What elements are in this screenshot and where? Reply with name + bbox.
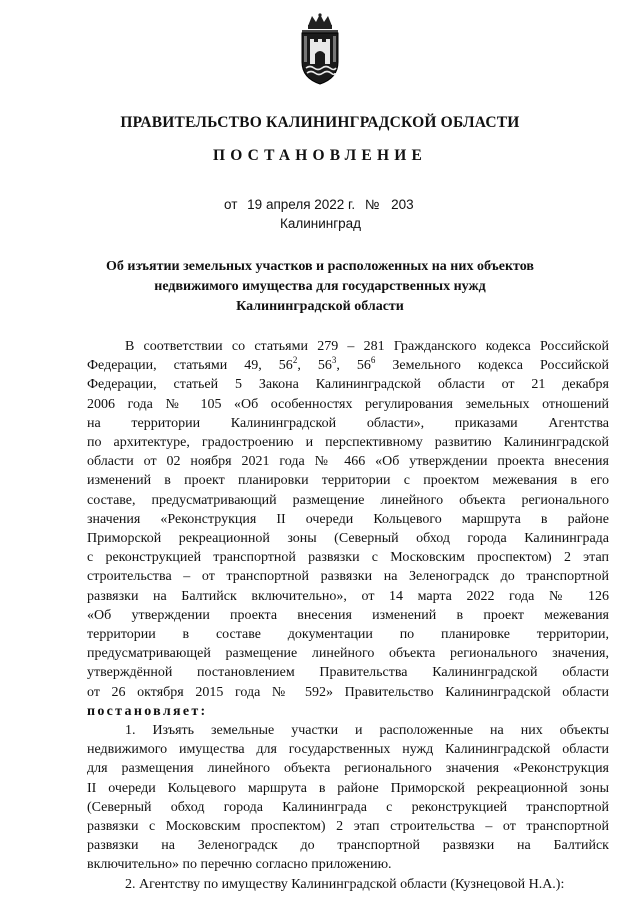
text-line: значения «Реконструкция II очереди Кольцевого маршрута в районе <box>87 511 609 527</box>
text-line: недвижимого имущества для государственных нужд Калининградской области <box>87 742 609 758</box>
superscript: 3 <box>331 354 337 365</box>
title-line: недвижимого имущества для государственных нужд <box>154 279 486 294</box>
document-body <box>87 337 609 894</box>
coat-of-arms-icon <box>298 12 342 86</box>
text-line: с реконструкцией транспортной развязки с Московским проспектом) 2 этап <box>87 550 609 566</box>
document-date-line <box>224 197 414 212</box>
document-type: ПОСТАНОВЛЕНИЕ <box>212 147 428 164</box>
text-line: развязки с Московским проспектом) 2 этап строительства – от транспортной <box>87 819 609 835</box>
text-line: «Об утверждении проекта внесения изменений в проект межевания <box>87 607 609 623</box>
text-line-with-superscripts <box>87 356 609 375</box>
decree-word: постановляет: <box>87 703 208 719</box>
text-line: по архитектуре, градостроению и перспективному развитию Калининградской <box>87 435 609 451</box>
text-line: предусматривающей размещение линейного объекта регионального значения, <box>87 646 609 662</box>
text-line: 2006 года № 105 «Об особенностях регулирования земельных отношений <box>87 396 609 412</box>
document-title <box>80 257 560 317</box>
superscript: 2 <box>292 354 298 365</box>
text-line: Приморской рекреационной зоны (Северный обход города Калининграда <box>87 531 609 547</box>
paragraph-item-2 <box>87 875 609 894</box>
date-prefix: от <box>224 197 238 212</box>
text-fragment: , 56 <box>297 358 332 374</box>
superscript: 6 <box>370 354 376 365</box>
text-line: включительно» по перечню согласно приложению. <box>87 857 392 873</box>
text-line: 2. Агентству по имуществу Калининградской области (Кузнецовой Н.А.): <box>125 876 565 892</box>
title-line: Об изъятии земельных участков и расположенных на них объектов <box>106 259 534 274</box>
text-line: В соответствии со статьями 279 – 281 Гражданского кодекса Российской <box>125 339 609 354</box>
text-line: развязки на Зеленоградск до транспортной развязки на Балтийск <box>87 838 609 854</box>
text-line: строительства – от транспортной развязки на Зеленоградск до транспортной <box>87 569 609 585</box>
title-line: Калининградской области <box>236 299 404 314</box>
paragraph-preamble <box>87 337 609 721</box>
document-city: Калининград <box>280 216 362 231</box>
text-line: изменений в проект планировки территории с проектом межевания в его <box>87 473 609 489</box>
text-line: Федерации, статьей 5 Закона Калининградской области от 21 декабря <box>87 377 609 393</box>
text-line: территории в составе документации по планировке территории, <box>87 627 609 643</box>
text-line: II очереди Кольцевого маршрута в районе Приморской рекреационной зоны <box>87 780 609 796</box>
text-line: на территории Калининградской области», приказами Агентства <box>87 415 609 431</box>
text-line: составе, предусматривающий размещение линейного объекта регионального <box>87 492 609 508</box>
text-line: для размещения линейного объекта регионального значения «Реконструкция <box>87 761 609 777</box>
text-line: от 26 октября 2015 года № 592» Правительство Калининградской области <box>87 684 609 700</box>
text-line: области от 02 ноября 2021 года № 466 «Об утверждении проекта внесения <box>87 454 609 470</box>
paragraph-item-1 <box>87 721 609 875</box>
organization-name: ПРАВИТЕЛЬСТВО КАЛИНИНГРАДСКОЙ ОБЛАСТИ <box>120 114 520 131</box>
text-line: утверждённой постановлением Правительства Калининградской области <box>87 665 609 681</box>
text-line: развязки на Балтийск включительно», от 14 марта 2022 года № 126 <box>87 588 609 604</box>
number-sign: № <box>364 197 380 212</box>
text-fragment: Федерации, статьями 49, 56 <box>87 358 293 374</box>
document-number: 203 <box>391 197 414 212</box>
document-date: 19 апреля 2022 г. <box>247 197 356 212</box>
text-line: 1. Изъять земельные участки и расположенные на них объекты <box>125 723 609 739</box>
text-fragment: Земельного кодекса Российской <box>375 358 610 374</box>
text-line: (Северный обход города Калининграда с реконструкцией транспортной <box>87 799 609 815</box>
text-fragment: , 56 <box>336 358 371 374</box>
